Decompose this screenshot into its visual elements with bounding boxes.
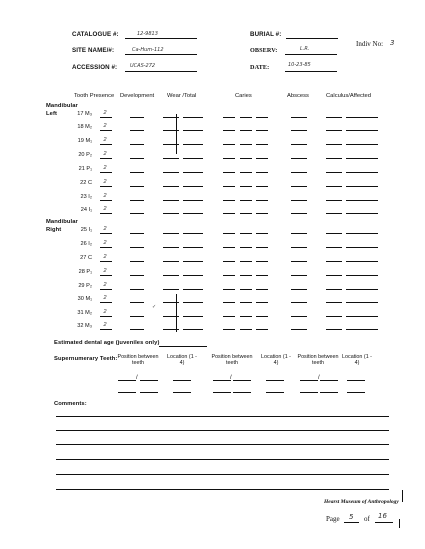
tooth-presence-value: 2: [103, 206, 107, 212]
blank-line: [223, 213, 235, 214]
blank-line: [163, 275, 179, 276]
blank-line: [326, 158, 342, 159]
blank-line: [183, 247, 203, 248]
left-label: Left: [46, 111, 58, 117]
col-tooth-presence: Tooth Presence: [74, 93, 115, 99]
blank-line: [291, 316, 307, 317]
blank-line: [326, 302, 342, 303]
blank-line: [346, 144, 378, 145]
blank-line: [130, 247, 144, 248]
blank-line: [326, 275, 342, 276]
blank-line: [183, 275, 203, 276]
location-heading-1: Location (1 - 4): [167, 354, 197, 367]
blank-line: [256, 213, 268, 214]
blank-line: [183, 130, 203, 131]
blank-line: [130, 275, 144, 276]
blank-line: [130, 233, 144, 234]
blank-line: [256, 186, 268, 187]
blank-line: [130, 117, 144, 118]
supernumerary-label: Supernumerary Teeth:: [54, 356, 118, 362]
page-label: Page: [326, 515, 340, 523]
blank-line: [346, 172, 378, 173]
catalogue-label: CATALOGUE #:: [72, 31, 119, 38]
blank-line: [291, 130, 307, 131]
blank-line: [240, 289, 252, 290]
blank-line: [240, 329, 252, 330]
location-heading-2: Location (1 - 4): [261, 354, 291, 367]
supernumerary-blank: [347, 392, 365, 393]
tooth-presence-value: 2: [103, 110, 107, 116]
blank-line: [183, 233, 203, 234]
blank-line: [240, 247, 252, 248]
blank-line: [130, 200, 144, 201]
supernumerary-blank: [140, 380, 158, 381]
blank-line: [100, 130, 112, 131]
observ-line: [285, 54, 337, 55]
tooth-presence-value: 2: [103, 179, 107, 185]
slash-mark: /: [318, 375, 320, 381]
col-abscess: Abscess: [287, 93, 309, 99]
blank-line: [291, 200, 307, 201]
supernumerary-blank: [118, 392, 136, 393]
location-heading-3: Location (1 - 4): [342, 354, 372, 367]
blank-line: [291, 275, 307, 276]
blank-line: [183, 316, 203, 317]
blank-line: [346, 200, 378, 201]
blank-line: [291, 144, 307, 145]
blank-line: [163, 200, 179, 201]
tooth-label: 32 M₃: [77, 323, 92, 329]
blank-line: [291, 261, 307, 262]
tooth-label: 19 M₁: [77, 138, 92, 144]
blank-line: [130, 329, 144, 330]
supernumerary-blank: [173, 380, 191, 381]
total-line: [375, 522, 393, 523]
tooth-presence-value: 2: [103, 240, 107, 246]
blank-line: [240, 144, 252, 145]
tooth-label: 26 I₂: [80, 241, 92, 247]
margin-mark-upper: [402, 490, 403, 502]
tooth-label: 20 P₂: [78, 152, 92, 158]
blank-line: [100, 302, 112, 303]
tooth-label: 29 P₂: [78, 283, 92, 289]
blank-line: [346, 130, 378, 131]
tooth-label: 22 C: [80, 180, 92, 186]
blank-line: [256, 316, 268, 317]
blank-line: [346, 158, 378, 159]
blank-line: [100, 172, 112, 173]
tooth-label: 31 M₂: [77, 310, 92, 316]
blank-line: [326, 172, 342, 173]
blank-line: [346, 275, 378, 276]
blank-line: [346, 289, 378, 290]
blank-line: [256, 172, 268, 173]
blank-line: [130, 144, 144, 145]
tooth-label: 27 C: [80, 255, 92, 261]
blank-line: [256, 302, 268, 303]
tooth-presence-value: 2: [103, 282, 107, 288]
supernumerary-blank: [213, 392, 231, 393]
blank-line: [223, 289, 235, 290]
blank-line: [183, 213, 203, 214]
comments-label: Comments:: [54, 401, 87, 407]
blank-line: [240, 200, 252, 201]
blank-line: [326, 329, 342, 330]
blank-line: [223, 117, 235, 118]
blank-line: [256, 261, 268, 262]
blank-line: [183, 144, 203, 145]
col-calculus: Calculus/Affected: [326, 93, 372, 99]
blank-line: [346, 233, 378, 234]
blank-line: [326, 144, 342, 145]
blank-line: [223, 186, 235, 187]
blank-line: [256, 289, 268, 290]
supernumerary-blank: [173, 392, 191, 393]
tooth-presence-value: 2: [103, 309, 107, 315]
blank-line: [100, 247, 112, 248]
date-line: [285, 71, 337, 72]
site-label: SITE NAME/#:: [72, 47, 115, 54]
slash-mark: /: [230, 375, 232, 381]
blank-line: [291, 233, 307, 234]
comment-line: [56, 444, 389, 445]
blank-line: [291, 186, 307, 187]
blank-line: [346, 186, 378, 187]
blank-line: [326, 261, 342, 262]
col-development: Development: [120, 93, 155, 99]
mandibular-right-label: Mandibular: [46, 219, 78, 225]
supernumerary-blank: [300, 380, 318, 381]
blank-line: [291, 117, 307, 118]
supernumerary-blank: [118, 380, 136, 381]
blank-line: [183, 158, 203, 159]
blank-line: [223, 302, 235, 303]
museum-name: Hearst Museum of Anthropology: [324, 499, 399, 505]
blank-line: [223, 329, 235, 330]
of-label: of: [364, 515, 370, 523]
tooth-presence-value: 2: [103, 295, 107, 301]
page-line: [344, 522, 359, 523]
blank-line: [291, 302, 307, 303]
right-label: Right: [46, 227, 62, 233]
blank-line: [346, 316, 378, 317]
burial-line: [286, 38, 338, 39]
blank-line: [326, 130, 342, 131]
accession-label: ACCESSION #:: [72, 64, 118, 71]
blank-line: [183, 186, 203, 187]
comment-line: [56, 430, 389, 431]
supernumerary-blank: [266, 392, 284, 393]
blank-line: [256, 158, 268, 159]
catalogue-line: [125, 38, 197, 39]
blank-line: [240, 186, 252, 187]
supernumerary-blank: [300, 392, 318, 393]
blank-line: [240, 158, 252, 159]
blank-line: [240, 172, 252, 173]
blank-line: [256, 247, 268, 248]
blank-line: [326, 316, 342, 317]
supernumerary-blank: [140, 392, 158, 393]
blank-line: [183, 329, 203, 330]
blank-line: [240, 261, 252, 262]
supernumerary-blank: [213, 380, 231, 381]
blank-line: [256, 233, 268, 234]
blank-line: [183, 200, 203, 201]
blank-line: [100, 117, 112, 118]
tooth-presence-value: 2: [103, 322, 107, 328]
site-value: Ca-Hum-112: [132, 47, 164, 53]
blank-line: [130, 316, 144, 317]
accession-line: [125, 71, 197, 72]
blank-line: [163, 186, 179, 187]
blank-line: [100, 213, 112, 214]
tooth-presence-value: 2: [103, 137, 107, 143]
blank-line: [163, 172, 179, 173]
comment-line: [56, 459, 389, 460]
blank-line: [326, 289, 342, 290]
blank-line: [100, 233, 112, 234]
tooth-label: 18 M₂: [77, 124, 92, 130]
blank-line: [346, 247, 378, 248]
blank-line: [240, 233, 252, 234]
blank-line: [346, 302, 378, 303]
tooth-presence-value: 2: [103, 165, 107, 171]
blank-line: [256, 144, 268, 145]
blank-line: [346, 329, 378, 330]
blank-line: [223, 172, 235, 173]
blank-line: [291, 158, 307, 159]
blank-line: [240, 213, 252, 214]
supernumerary-blank: [233, 392, 251, 393]
blank-line: [100, 144, 112, 145]
indiv-label: Indiv No:: [356, 40, 384, 48]
blank-line: [223, 247, 235, 248]
wear-mark-upper: [176, 114, 177, 154]
page-number: 5: [349, 513, 354, 521]
supernumerary-blank: [320, 380, 338, 381]
blank-line: [130, 158, 144, 159]
page-total: 16: [378, 512, 387, 520]
col-caries: Caries: [235, 93, 252, 99]
blank-line: [223, 130, 235, 131]
date-label: DATE:: [250, 64, 270, 71]
blank-line: [183, 172, 203, 173]
blank-line: [100, 261, 112, 262]
blank-line: [346, 213, 378, 214]
wear-mark-lower: [176, 294, 177, 332]
comment-line: [56, 416, 389, 417]
tooth-presence-value: 2: [103, 226, 107, 232]
blank-line: [256, 275, 268, 276]
mandibular-left-label: Mandibular: [46, 103, 78, 109]
blank-line: [163, 247, 179, 248]
slash-mark: /: [136, 375, 138, 381]
tooth-label: 28 P₁: [78, 269, 92, 275]
blank-line: [163, 233, 179, 234]
blank-line: [100, 186, 112, 187]
blank-line: [326, 200, 342, 201]
blank-line: [291, 213, 307, 214]
blank-line: [240, 130, 252, 131]
blank-line: [291, 247, 307, 248]
blank-line: [183, 302, 203, 303]
tooth-label: 30 M₁: [77, 296, 92, 302]
tooth-presence-value: 2: [103, 268, 107, 274]
tooth-label: 21 P₁: [78, 166, 92, 172]
blank-line: [240, 316, 252, 317]
observ-value: L.R.: [300, 46, 310, 52]
blank-line: [130, 130, 144, 131]
blank-line: [240, 302, 252, 303]
blank-line: [223, 275, 235, 276]
blank-line: [256, 329, 268, 330]
tick-mark: ✓: [152, 304, 157, 310]
blank-line: [326, 213, 342, 214]
tooth-presence-value: 2: [103, 193, 107, 199]
tooth-presence-value: 2: [103, 254, 107, 260]
blank-line: [100, 200, 112, 201]
tooth-label: 23 I₂: [80, 194, 92, 200]
blank-line: [130, 289, 144, 290]
blank-line: [223, 200, 235, 201]
col-wear: Wear /Total: [167, 93, 197, 99]
supernumerary-blank: [266, 380, 284, 381]
blank-line: [163, 289, 179, 290]
blank-line: [183, 261, 203, 262]
catalogue-value: 12-9813: [137, 31, 158, 37]
tooth-presence-value: 2: [103, 151, 107, 157]
blank-line: [130, 213, 144, 214]
blank-line: [183, 117, 203, 118]
blank-line: [326, 247, 342, 248]
position-heading-3: Position between teeth: [297, 354, 339, 367]
tooth-presence-value: 2: [103, 123, 107, 129]
blank-line: [223, 233, 235, 234]
supernumerary-blank: [320, 392, 338, 393]
blank-line: [183, 289, 203, 290]
blank-line: [163, 213, 179, 214]
blank-line: [223, 158, 235, 159]
blank-line: [346, 117, 378, 118]
supernumerary-blank: [233, 380, 251, 381]
indiv-value: 3: [390, 39, 395, 47]
blank-line: [223, 261, 235, 262]
blank-line: [163, 158, 179, 159]
blank-line: [100, 275, 112, 276]
tooth-label: 25 I₁: [80, 227, 92, 233]
tooth-label: 17 M₃: [77, 111, 92, 117]
margin-mark: [399, 519, 400, 528]
burial-label: BURIAL #:: [250, 31, 282, 38]
blank-line: [130, 302, 144, 303]
blank-line: [326, 186, 342, 187]
blank-line: [163, 261, 179, 262]
blank-line: [100, 158, 112, 159]
blank-line: [100, 289, 112, 290]
blank-line: [256, 200, 268, 201]
supernumerary-blank: [347, 380, 365, 381]
blank-line: [130, 186, 144, 187]
comment-line: [56, 474, 389, 475]
blank-line: [240, 117, 252, 118]
accession-value: UCAS-272: [130, 63, 156, 69]
observ-label: OBSERV:: [250, 47, 278, 54]
blank-line: [326, 117, 342, 118]
dental-age-label: Estimated dental age (juveniles only): [54, 340, 160, 346]
blank-line: [223, 316, 235, 317]
site-line: [125, 54, 197, 55]
tooth-label: 24 I₁: [80, 207, 92, 213]
position-heading-1: Position between teeth: [117, 354, 159, 367]
blank-line: [346, 261, 378, 262]
blank-line: [100, 316, 112, 317]
blank-line: [130, 261, 144, 262]
blank-line: [291, 172, 307, 173]
blank-line: [291, 289, 307, 290]
blank-line: [256, 117, 268, 118]
blank-line: [326, 233, 342, 234]
blank-line: [256, 130, 268, 131]
blank-line: [223, 144, 235, 145]
blank-line: [100, 329, 112, 330]
blank-line: [291, 329, 307, 330]
date-value: 10-23-85: [288, 62, 311, 68]
position-heading-2: Position between teeth: [211, 354, 253, 367]
comment-line: [56, 489, 389, 490]
blank-line: [130, 172, 144, 173]
blank-line: [240, 275, 252, 276]
dental-age-line: [159, 346, 207, 347]
